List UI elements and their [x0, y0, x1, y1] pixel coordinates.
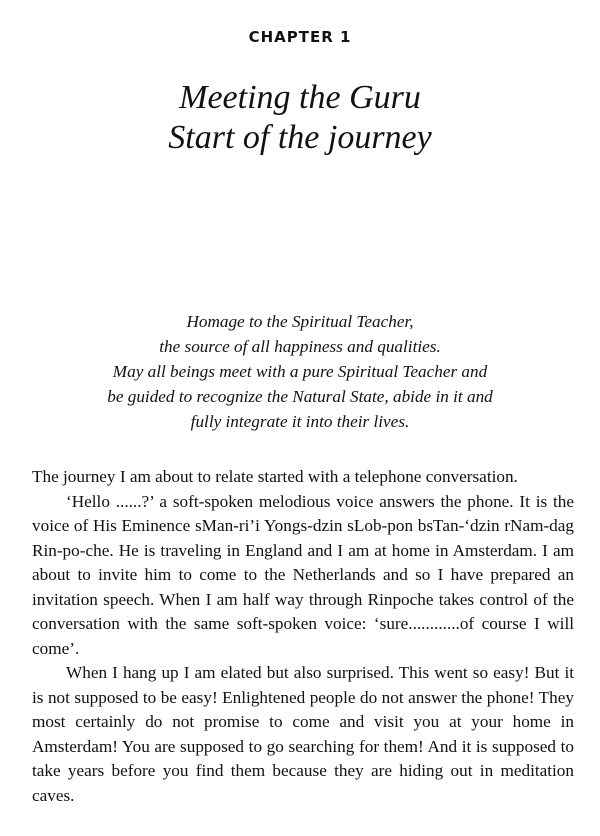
homage-line: fully integrate it into their lives.: [190, 412, 410, 431]
body-paragraph: The journey I am about to relate started with a telephone conversation.: [32, 467, 518, 486]
chapter-title: [0, 78, 600, 158]
chapter-label: CHAPTER 1: [248, 28, 352, 46]
homage-line: the source of all happiness and qualities.: [159, 337, 441, 356]
homage-verse: [0, 309, 600, 434]
chapter-title-line-2: Start of the journey: [168, 119, 432, 156]
homage-line: May all beings meet with a pure Spiritual Teacher and: [112, 362, 488, 381]
homage-line: be guided to recognize the Natural State, abide in it and: [107, 387, 493, 406]
body-paragraph: When I hang up I am elated but also surprised. This went so easy! But it is not supposed to be easy! Enlightened people do not answer the phone! They most certainly do not promise to come and visit you at your home in Amsterdam! You are supposed to go searching for them! And it is supposed to take years before you find them because they are hiding out in meditation caves.: [32, 663, 574, 805]
body-text: [32, 465, 574, 808]
chapter-title-line-1: Meeting the Guru: [179, 79, 421, 116]
homage-line: Homage to the Spiritual Teacher,: [186, 312, 414, 331]
body-paragraph: ‘Hello ......?’ a soft-spoken melodious voice answers the phone. It is the voice of His Eminence sMan-ri’i Yongs-dzin sLob-pon bsTan-‘dzin rNam-dag Rin-po-che. He is traveling in England and I am at home in Amsterdam. I am about to invite him to come to the Netherlands and so I have prepared an invitation speech. When I am half way through Rinpoche takes control of the conversation with the same soft-spoken voice: ‘sure............of course I will come’.: [32, 491, 574, 658]
